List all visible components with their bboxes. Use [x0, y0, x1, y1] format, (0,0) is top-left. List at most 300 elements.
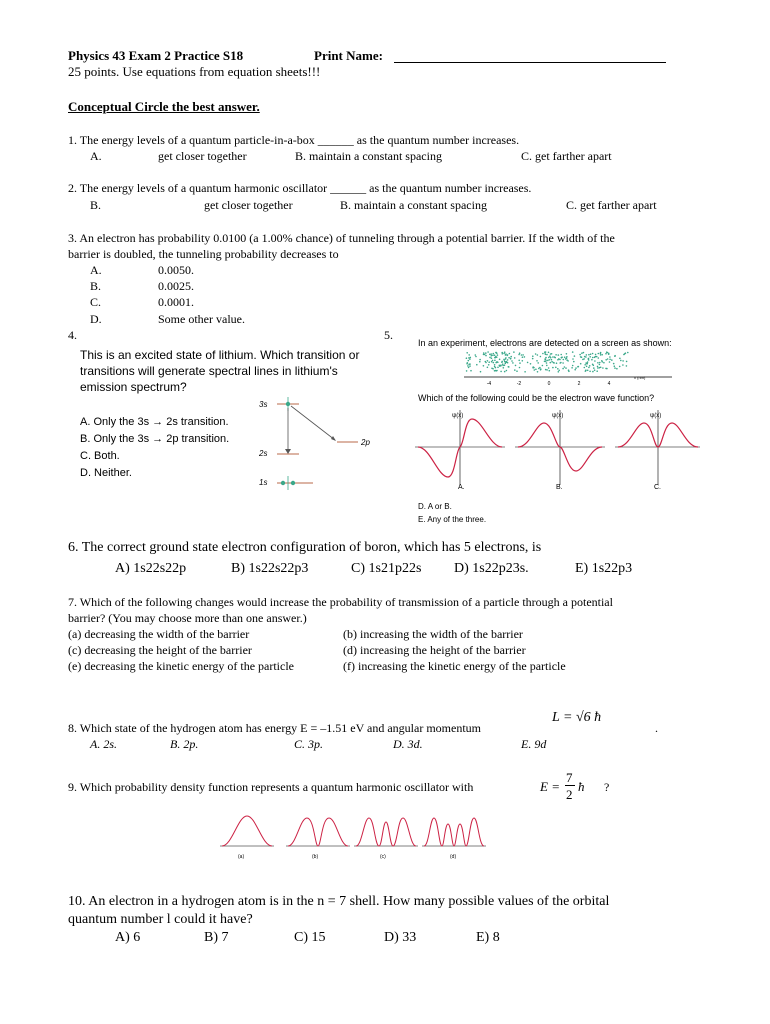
electron-dot	[598, 357, 600, 359]
electron-dot	[479, 361, 481, 363]
electron-dot	[487, 360, 489, 362]
electron-dot	[491, 361, 493, 363]
q10-opt-e[interactable]: E) 8	[476, 930, 500, 945]
electron-dot	[562, 368, 564, 370]
q4-prompt-line3: emission spectrum?	[80, 380, 187, 394]
electron-dot	[597, 362, 599, 364]
q5-prompt: In an experiment, electrons are detected on a screen as shown:	[418, 338, 672, 348]
level-1s-label: 1s	[259, 478, 268, 487]
electron-dot	[555, 354, 557, 356]
axis-tick-m2: -2	[516, 381, 522, 387]
electron-dot	[552, 356, 554, 358]
electron-dot	[469, 363, 471, 365]
electron-dot	[537, 371, 539, 373]
electron-dot	[479, 359, 481, 361]
electron-dot	[565, 358, 567, 360]
electron-dot	[602, 367, 604, 369]
q7-opt-d[interactable]: (d) increasing the height of the barrier	[343, 643, 526, 657]
electron-dot	[503, 367, 505, 369]
electron-dot	[565, 367, 567, 369]
electron-dot	[492, 355, 494, 357]
q2-a-text[interactable]: get closer together	[204, 198, 293, 212]
electron-dot	[559, 359, 561, 361]
electron-dot	[583, 352, 585, 354]
level-1s-electron-1	[281, 481, 285, 485]
axis-tick-2: 2	[577, 381, 581, 387]
electron-dot	[524, 356, 526, 358]
name-line[interactable]	[394, 62, 666, 63]
electron-dot	[571, 367, 573, 369]
electron-dot	[496, 370, 498, 372]
electron-dot	[588, 358, 590, 360]
electron-dot	[522, 354, 524, 356]
electron-dot	[596, 370, 598, 372]
print-name-label: Print Name:	[314, 48, 383, 63]
arrow-3s-2p	[291, 406, 335, 440]
electron-dot	[546, 362, 548, 364]
electron-dot	[550, 362, 552, 364]
density-b-label: (b)	[312, 854, 319, 860]
axis-tick-0: 0	[547, 381, 551, 387]
electron-dot	[614, 355, 616, 357]
electron-dot	[488, 364, 490, 366]
electron-dot	[493, 362, 495, 364]
q2-text: 2. The energy levels of a quantum harmonic oscillator ______ as the quantum number increases.	[68, 181, 532, 195]
electron-dots	[466, 351, 629, 372]
graph-a-label: A.	[458, 484, 465, 491]
q3-opt-c[interactable]: C.	[90, 295, 102, 309]
electron-dot	[567, 360, 569, 362]
electron-dot	[623, 354, 625, 356]
electron-dot	[497, 367, 499, 369]
graph-a-psi: ψ(x)	[452, 413, 464, 419]
electron-dot	[589, 365, 591, 367]
electron-dot	[549, 355, 551, 357]
electron-dot	[590, 353, 592, 355]
electron-dot	[503, 359, 505, 361]
electron-dot	[555, 367, 557, 369]
electron-dot	[545, 369, 547, 371]
electron-dot	[572, 365, 574, 367]
electron-dot	[493, 353, 495, 355]
electron-dot	[485, 355, 487, 357]
electron-dot	[483, 365, 485, 367]
electron-dot	[594, 369, 596, 371]
density-a-label: (a)	[238, 854, 245, 860]
q8-opt-c[interactable]: C. 3p.	[294, 737, 324, 751]
electron-dot	[581, 352, 583, 354]
q8-text: 8. Which state of the hydrogen atom has energy E = –1.51 eV and angular momentum	[68, 721, 482, 735]
electron-dot	[494, 354, 496, 356]
electron-dot	[564, 366, 566, 368]
electron-dot	[495, 367, 497, 369]
electron-dot	[573, 361, 575, 363]
electron-dot	[614, 367, 616, 369]
density-a-curve	[222, 816, 272, 846]
electron-dot	[596, 356, 598, 358]
electron-dot	[584, 364, 586, 366]
lithium-level-diagram	[255, 392, 380, 496]
electron-dot	[609, 359, 611, 361]
q5-opt-d[interactable]: D. A or B.	[418, 502, 452, 511]
electron-dot	[504, 364, 506, 366]
electron-dot	[504, 361, 506, 363]
electron-dot	[506, 361, 508, 363]
density-b[interactable]	[286, 818, 350, 860]
q4-options	[80, 414, 229, 482]
q3-opt-d-text[interactable]: Some other value.	[158, 312, 245, 326]
q8-period: .	[655, 721, 658, 735]
axis-unit: x (nm)	[634, 375, 646, 380]
electron-dot	[581, 356, 583, 358]
electron-dot	[485, 352, 487, 354]
electron-dot	[488, 361, 490, 363]
electron-dot	[522, 356, 524, 358]
q2-b[interactable]: B. maintain a constant spacing	[340, 198, 487, 212]
electron-dot	[496, 361, 498, 363]
electron-dot	[496, 352, 498, 354]
electron-dot	[592, 371, 594, 373]
q6-opt-c[interactable]: C) 1s21p22s	[351, 561, 422, 576]
electron-dot	[546, 369, 548, 371]
electron-dot	[627, 352, 629, 354]
wavefunction-graphs	[410, 405, 700, 495]
electron-dot	[466, 352, 468, 354]
electron-dot	[547, 360, 549, 362]
level-2p-label: 2p	[361, 438, 370, 447]
electron-dot	[527, 362, 529, 364]
electron-dot	[499, 359, 501, 361]
q10-opt-b[interactable]: B) 7	[204, 930, 229, 945]
electron-dot	[485, 362, 487, 364]
q4-opt-b[interactable]: B. Only the 3s → 2p transition.	[80, 433, 230, 445]
q7-opt-b[interactable]: (b) increasing the width of the barrier	[343, 627, 523, 641]
electron-dot	[577, 366, 579, 368]
electron-dot	[497, 354, 499, 356]
electron-dot	[538, 368, 540, 370]
electron-dot	[494, 360, 496, 362]
electron-dot	[480, 371, 482, 373]
axis-tick-m4: -4	[486, 381, 492, 387]
electron-dot	[574, 355, 576, 357]
graph-b-label: B.	[556, 484, 563, 491]
level-2s-label: 2s	[259, 449, 268, 458]
electron-dot	[468, 367, 470, 369]
q3-opt-b[interactable]: B.	[90, 279, 102, 293]
electron-dot	[551, 361, 553, 363]
electron-dot	[558, 370, 560, 372]
electron-dot	[508, 357, 510, 359]
electron-dot	[524, 371, 526, 373]
electron-dot	[468, 357, 470, 359]
electron-dot	[475, 354, 477, 356]
q6-opt-b[interactable]: B) 1s22s22p3	[231, 561, 309, 576]
electron-dot	[504, 351, 506, 353]
electron-dot	[519, 367, 521, 369]
q1-b[interactable]: B. maintain a constant spacing	[295, 149, 442, 163]
electron-dot	[609, 361, 611, 363]
electron-dot	[505, 354, 507, 356]
q8-formula: L = √6 ħ	[552, 710, 602, 725]
q7-opt-f[interactable]: (f) increasing the kinetic energy of the particle	[343, 659, 566, 673]
electron-dot	[620, 360, 622, 362]
electron-dot	[609, 356, 611, 358]
electron-dot	[598, 353, 600, 355]
electron-dot	[492, 360, 494, 362]
q3-opt-a-text[interactable]: 0.0050.	[158, 263, 194, 277]
detection-screen	[462, 350, 682, 390]
electron-dot	[501, 352, 503, 354]
electron-dot	[546, 354, 548, 356]
electron-dot	[495, 370, 497, 372]
electron-dot	[514, 357, 516, 359]
electron-dot	[591, 359, 593, 361]
arrow-3s-2s-head	[285, 449, 291, 454]
electron-dot	[491, 355, 493, 357]
q10-opt-d[interactable]: D) 33	[384, 930, 417, 945]
electron-dot	[572, 358, 574, 360]
electron-dot	[550, 353, 552, 355]
electron-dot	[491, 368, 493, 370]
electron-dot	[535, 353, 537, 355]
electron-dot	[602, 361, 604, 363]
electron-dot	[470, 357, 472, 359]
electron-dot	[589, 356, 591, 358]
electron-dot	[592, 357, 594, 359]
exam-title: Physics 43 Exam 2 Practice S18	[68, 48, 244, 63]
section-heading: Conceptual Circle the best answer.	[68, 99, 260, 114]
electron-dot	[613, 363, 615, 365]
electron-dot	[566, 353, 568, 355]
density-a[interactable]	[220, 816, 274, 860]
electron-dot	[586, 354, 588, 356]
electron-dot	[468, 360, 470, 362]
q1-a[interactable]: A.	[90, 149, 102, 163]
electron-dot	[600, 354, 602, 356]
electron-dot	[572, 351, 574, 353]
q1-text: 1. The energy levels of a quantum particle-in-a-box ______ as the quantum number increases.	[68, 133, 520, 147]
electron-dot	[496, 356, 498, 358]
electron-dot	[593, 367, 595, 369]
electron-dot	[580, 363, 582, 365]
q7-opt-c[interactable]: (c) decreasing the height of the barrier	[68, 643, 252, 657]
electron-dot	[566, 356, 568, 358]
electron-dot	[585, 369, 587, 371]
electron-dot	[467, 362, 469, 364]
electron-dot	[506, 370, 508, 372]
electron-dot	[532, 358, 534, 360]
electron-dot	[545, 354, 547, 356]
q2-c[interactable]: C. get farther apart	[566, 198, 657, 212]
electron-dot	[586, 363, 588, 365]
electron-dot	[537, 354, 539, 356]
electron-dot	[510, 356, 512, 358]
electron-dot	[500, 371, 502, 373]
electron-dot	[518, 360, 520, 362]
electron-dot	[549, 370, 551, 372]
electron-dot	[625, 352, 627, 354]
electron-dot	[611, 359, 613, 361]
electron-dot	[518, 354, 520, 356]
electron-dot	[504, 371, 506, 373]
q3-opt-d[interactable]: D.	[90, 312, 102, 326]
electron-dot	[487, 351, 489, 353]
q9-denominator: 2	[566, 787, 573, 802]
q10-opt-a[interactable]: A) 6	[115, 930, 141, 945]
electron-dot	[499, 365, 501, 367]
electron-dot	[483, 352, 485, 354]
electron-dot	[568, 371, 570, 373]
instructions: 25 points. Use equations from equation sheets!!!	[68, 64, 321, 79]
electron-dot	[619, 358, 621, 360]
electron-dot	[603, 362, 605, 364]
electron-dot	[607, 358, 609, 360]
q10-opt-c[interactable]: C) 15	[294, 930, 326, 945]
electron-dot	[597, 366, 599, 368]
electron-dot	[585, 356, 587, 358]
electron-dot	[510, 358, 512, 360]
electron-dot	[608, 353, 610, 355]
electron-dot	[551, 359, 553, 361]
electron-dot	[575, 367, 577, 369]
axis-tick-4: 4	[607, 381, 611, 387]
electron-dot	[494, 364, 496, 366]
electron-dot	[614, 365, 616, 367]
q1-c[interactable]: C. get farther apart	[521, 149, 612, 163]
q3-opt-a[interactable]: A.	[90, 263, 102, 277]
q4-prompt-line1: This is an excited state of lithium. Which transition or	[80, 348, 360, 362]
electron-dot	[489, 357, 491, 359]
electron-dot	[548, 357, 550, 359]
electron-dot	[592, 353, 594, 355]
q10-line2: quantum number l could it have?	[68, 912, 253, 927]
q7-line2: barrier? (You may choose more than one answer.)	[68, 611, 307, 625]
electron-dot	[505, 357, 507, 359]
q8-opt-a[interactable]: A. 2s.	[90, 737, 117, 751]
density-d[interactable]	[422, 818, 486, 860]
q4-opt-a[interactable]: A. Only the 3s → 2s transition.	[80, 416, 229, 428]
electron-dot	[491, 357, 493, 359]
electron-dot	[626, 365, 628, 367]
electron-dot	[490, 353, 492, 355]
q2-a[interactable]: B.	[90, 198, 102, 212]
q7-opt-a[interactable]: (a) decreasing the width of the barrier	[68, 627, 250, 641]
electron-dot	[521, 354, 523, 356]
electron-dot	[548, 367, 550, 369]
electron-dot	[516, 370, 518, 372]
electron-dot	[470, 370, 472, 372]
graph-b-psi: ψ(x)	[552, 413, 564, 419]
electron-dot	[550, 357, 552, 359]
probability-density-graphs	[218, 810, 493, 862]
electron-dot	[505, 363, 507, 365]
electron-dot	[587, 361, 589, 363]
electron-dot	[466, 370, 468, 372]
electron-dot	[542, 353, 544, 355]
electron-dot	[545, 359, 547, 361]
electron-dot	[484, 354, 486, 356]
q6-opt-a[interactable]: A) 1s22s22p	[115, 561, 187, 576]
q7-opt-e[interactable]: (e) decreasing the kinetic energy of the particle	[68, 659, 295, 673]
graph-b[interactable]	[515, 410, 605, 491]
density-c[interactable]	[354, 818, 418, 860]
q4-number: 4.	[68, 328, 77, 342]
electron-dot	[537, 362, 539, 364]
graph-c-psi: ψ(x)	[650, 413, 662, 419]
electron-dot	[564, 356, 566, 358]
electron-dot	[549, 359, 551, 361]
electron-dot	[622, 364, 624, 366]
electron-dot	[509, 353, 511, 355]
q7-line1: 7. Which of the following changes would increase the probability of transmission of a particle through a potential	[68, 595, 613, 609]
electron-dot	[487, 367, 489, 369]
graph-a[interactable]	[415, 410, 505, 491]
q4-opt-d[interactable]: D. Neither.	[80, 467, 132, 479]
electron-dot	[558, 371, 560, 373]
electron-dot	[605, 359, 607, 361]
electron-dot	[589, 371, 591, 373]
arrow-3s-2p-head	[331, 436, 336, 441]
electron-dot	[507, 354, 509, 356]
q9-numerator: 7	[566, 770, 573, 785]
q5-number: 5.	[384, 328, 393, 342]
electron-dot	[583, 358, 585, 360]
electron-dot	[515, 365, 517, 367]
electron-dot	[556, 362, 558, 364]
q1-a-text[interactable]: get closer together	[158, 149, 247, 163]
electron-dot	[507, 359, 509, 361]
electron-dot	[594, 360, 596, 362]
electron-dot	[548, 352, 550, 354]
electron-dot	[536, 360, 538, 362]
electron-dot	[514, 369, 516, 371]
electron-dot	[501, 361, 503, 363]
electron-dot	[554, 356, 556, 358]
electron-dot	[546, 365, 548, 367]
electron-dot	[563, 359, 565, 361]
q8-opt-b[interactable]: B. 2p.	[170, 737, 199, 751]
electron-dot	[601, 354, 603, 356]
q6-opt-d[interactable]: D) 1s22p23s.	[454, 561, 529, 576]
electron-dot	[544, 361, 546, 363]
graph-c[interactable]	[615, 410, 700, 491]
q9-e-label: E =	[540, 779, 560, 794]
q9-fraction-bar	[565, 785, 575, 786]
electron-dot	[597, 367, 599, 369]
electron-dot	[540, 368, 542, 370]
electron-dot	[544, 352, 546, 354]
electron-dot	[588, 354, 590, 356]
q4-opt-c[interactable]: C. Both.	[80, 450, 120, 462]
electron-dot	[468, 354, 470, 356]
q8-opt-d[interactable]: D. 3d.	[393, 737, 423, 751]
electron-dot	[512, 362, 514, 364]
electron-dot	[511, 360, 513, 362]
q5-opt-e[interactable]: E. Any of the three.	[418, 515, 487, 524]
electron-dot	[467, 365, 469, 367]
electron-dot	[545, 360, 547, 362]
electron-dot	[535, 369, 537, 371]
electron-dot	[513, 351, 515, 353]
q5-question: Which of the following could be the electron wave function?	[418, 393, 655, 403]
electron-dot	[466, 357, 468, 359]
q8-opt-e[interactable]: E. 9d	[521, 737, 547, 751]
electron-dot	[600, 367, 602, 369]
q6-opt-e[interactable]: E) 1s22p3	[575, 561, 633, 576]
q3-opt-c-text[interactable]: 0.0001.	[158, 295, 194, 309]
electron-dot	[507, 362, 509, 364]
q3-opt-b-text[interactable]: 0.0025.	[158, 279, 194, 293]
